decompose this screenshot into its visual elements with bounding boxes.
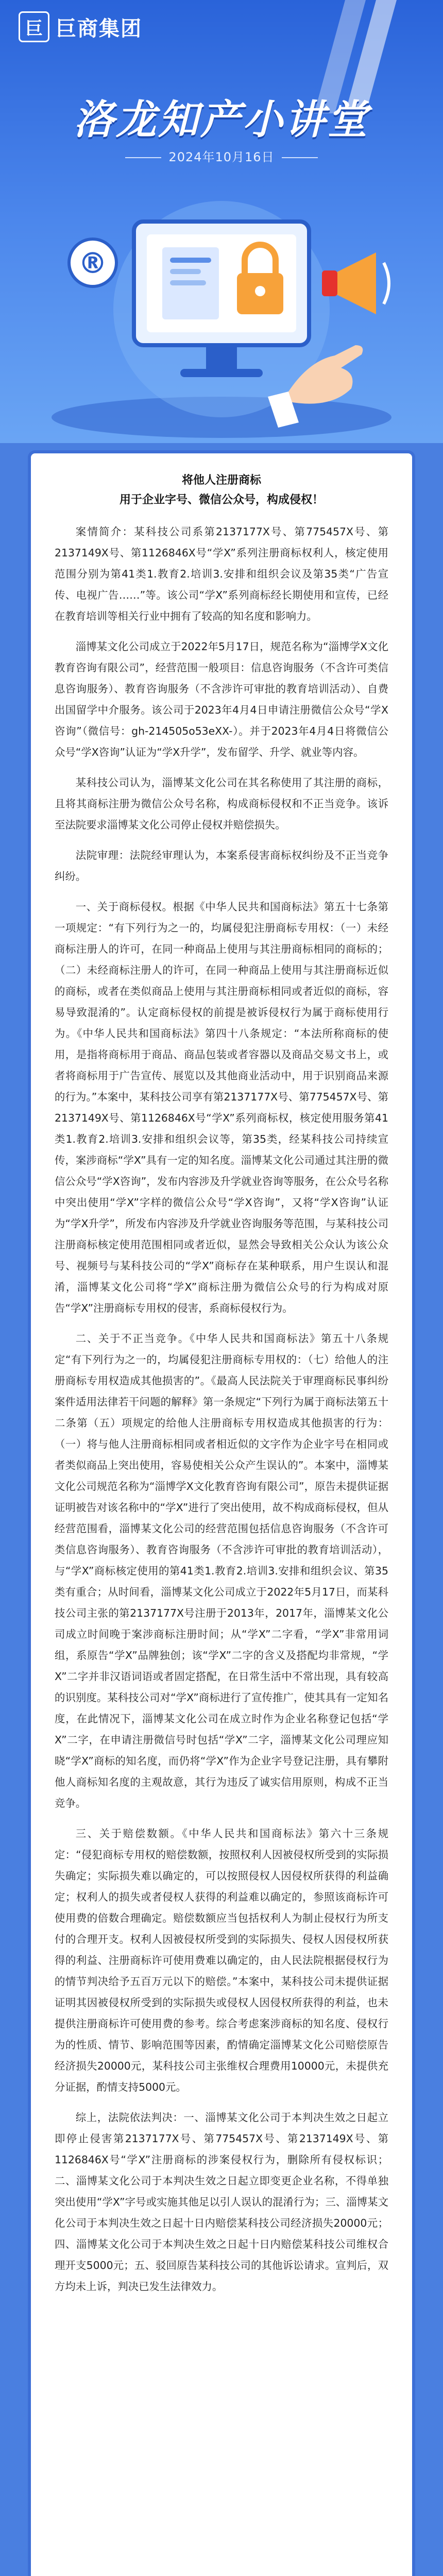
logo-mark: 巨 <box>19 11 49 42</box>
title-rest: 知产小讲堂 <box>158 97 370 143</box>
paragraph-trademark-infringement: 一、关于商标侵权。根据《中华人民共和国商标法》第五十七条第一项规定：“有下列行为之一的，均属侵犯注册商标专用权：（一）未经商标注册人的许可，在同一种商品上使用与其注册商标相同的商标的；（二）未经商标注册人的许可，在同一种商品上使用与其注册商标近似的商标，或者在类似商品上使用与其注册商标相同或者近似的商标，容易导致混淆的”。认定商标侵权的前提是被诉侵权行为属于商标使用行为。《中华人民共和国商标法》第四十八条规定：“本法所称商标的使用，是指将商标用于商品、商品包装或者容器以及商品交易文书上，或者将商标用于广告宣传、展览以及其他商业活动中，用于识别商品来源的行为。”本案中，某科技公司享有第2137177X号、第775457X号、第2137149X号、第1126846X号“学X”系列商标权，核定使用服务第41类1.教育2.培训3.安排和组织会议等，第35类，经某科技公司持续宣传，案涉商标“学X”具有一定的知名度。淄博某文化公司通过其注册的微信公众号“学X咨询”，发布内容涉及升学就业咨询等服务，在公众号名称中突出使用“学X”字样的微信公众号“学X咨询”，又将“学X咨询”认证为“学X升学”，所发布内容涉及升学就业咨询服务等范围，与某科技公司注册商标核定使用范围相同或者近似，显然会导致相关公众认为该公众号、视频号与某科技公司的“学X”商标存在某种联系，用户生误认和混淆，淄博某文化公司将“学X”商标注册为微信公众号的行为构成对原告“学X”注册商标专用权的侵害，系商标侵权行为。 <box>55 901 388 1314</box>
company-logo <box>19 11 142 42</box>
hero-banner <box>0 0 443 443</box>
paragraph-claim: 某科技公司认为，淄博某文化公司在其名称使用了其注册的商标，且将其商标注册为微信公众号名称，构成商标侵权和不正当竞争。该诉至法院要求淄博某文化公司停止侵权并赔偿损失。 <box>55 776 388 831</box>
paragraph-defendant: 淄博某文化公司成立于2022年5月17日，规范名称为“淄博学X文化教育咨询有限公司”，经营范围一般项目：信息咨询服务（不含许可类信息咨询服务）、教育咨询服务（不含涉许可审批的教育培训活动）、自费出国留学中介服务。该公司于2023年4月4日申请注册微信公众号“学X咨询”（微信号：gh-214505o53eXX-）。并于2023年4月4日将微信公众号“学X咨询”认证为“学X升学”，发布留学、升学、就业等内容。 <box>55 640 388 758</box>
publish-date-text: 2024年10月16日 <box>168 150 275 164</box>
paragraph-case-summary: 案情简介：某科技公司系第2137177X号、第775457X号、第2137149X号、第1126846X号“学X”系列注册商标权利人，核定使用范围分别为第41类1.教育2.培训3.安排和组织会议及第35类“广告宣传、电视广告……”等。该公司“学X”系列商标经长期使用和宣传，已经在教育培训等相关行业中拥有了较高的知名度和影响力。 <box>55 526 388 622</box>
headline-line-2: 用于企业字号、微信公众号，构成侵权！ <box>119 494 323 506</box>
page-title <box>0 88 443 145</box>
paragraph-judgment: 综上，法院依法判决：一、淄博某文化公司于本判决生效之日起立即停止侵害第2137177X号、第775457X号、第2137149X号、第1126846X号“学X”注册商标的涉案侵权行为，删除所有侵权标识；二、淄博某文化公司于本判决生效之日起立即变更企业名称，不得单独突出使用“学X”字号或实施其他足以引人误认的混淆行为；三、淄博某文化公司于本判决生效之日起十日内赔偿某科技公司经济损失20000元；四、淄博某文化公司于本判决生效之日起十日内赔偿某科技公司维权合理开支5000元；五、驳回原告某科技公司的其他诉讼请求。宣判后，双方均未上诉，判决已发生法律效力。 <box>55 2111 388 2293</box>
publish-date <box>0 147 443 165</box>
paragraph-unfair-competition: 二、关于不正当竞争。《中华人民共和国商标法》第五十八条规定“有下列行为之一的，均属侵犯注册商标专用权的：（七）给他人的注册商标专用权造成其他损害的”。《最高人民法院关于审理商标民事纠纷案件适用法律若干问题的解释》第一条规定“下列行为属于商标法第五十二条第（五）项规定的给他人注册商标专用权造成其他损害的行为：（一）将与他人注册商标相同或者相近似的文字作为企业字号在相同或者类似商品上突出使用，容易使相关公众产生误认的”。本案中，淄博某文化公司规范名称为“淄博学X文化教育咨询有限公司”，原告未提供证据证明被告对该名称中的“学X”进行了突出使用，故不构成商标侵权，但从经营范围看，淄博某文化公司的经营范围包括信息咨询服务（不含许可类信息咨询服务）、教育咨询服务（不含涉许可审批的教育培训活动），与“学X”商标核定使用的第41类1.教育2.培训3.安排和组织会议、第35类有重合；从时间看，淄博某文化公司成立于2022年5月17日，而某科技公司主张的第2137177X号注册于2013年，2017年，淄博某文化公司成立时间晚于案涉商标注册时间；从“学X”二字看，“学X”非常用词组，系原告“学X”品牌独创；该“学X”二字的含义及搭配均非常规，“学X”二字并非汉语词语或者固定搭配，在日常生活中不常出现，具有较高的识别度。某科技公司对“学X”商标进行了宣传推广，使其具有一定知名度，在此情况下，淄博某文化公司在成立时作为企业名称登记包括“学X”二字，在申请注册微信号时包括“学X”二字，淄博某文化公司理应知晓“学X”商标的知名度，而仍将“学X”作为企业字号登记注册，具有攀附他人商标知名度的主观故意，其行为违反了诚实信用原则，构成不正当竞争。 <box>55 1332 388 1809</box>
paragraph-damages: 三、关于赔偿数额。《中华人民共和国商标法》第六十三条规定：“侵犯商标专用权的赔偿数额，按照权利人因被侵权所受到的实际损失确定；实际损失难以确定的，可以按照侵权人因侵权所获得的利益确定；权利人的损失或者侵权人获得的利益难以确定的，参照该商标许可使用费的倍数合理确定。赔偿数额应当包括权利人为制止侵权行为所支付的合理开支。权利人因被侵权所受到的实际损失、侵权人因侵权所获得的利益、注册商标许可使用费难以确定的，由人民法院根据侵权行为的情节判决给予五百万元以下的赔偿。”本案中，某科技公司未提供证据证明其因被侵权所受到的实际损失或侵权人因侵权所获得的利益，也未提供注册商标许可使用费的参考。综合考虑案涉商标的知名度、侵权行为的性质、情节、影响范围等因素，酌情确定淄博某文化公司赔偿原告经济损失20000元，某科技公司主张维权合理费用10000元，未提供充分证据，酌情支持5000元。 <box>55 1827 388 2093</box>
article-headline <box>55 471 388 510</box>
title-highlight: 洛龙 <box>73 97 158 143</box>
headline-line-1: 将他人注册商标 <box>181 474 261 487</box>
svg-text:®: ® <box>78 247 107 280</box>
article-card <box>31 453 412 2576</box>
trademark-illustration <box>0 175 443 443</box>
logo-text: 巨商集团 <box>56 16 142 41</box>
paragraph-court-review: 法院审理：法院经审理认为，本案系侵害商标权纠纷及不正当竞争纠纷。 <box>55 849 388 883</box>
